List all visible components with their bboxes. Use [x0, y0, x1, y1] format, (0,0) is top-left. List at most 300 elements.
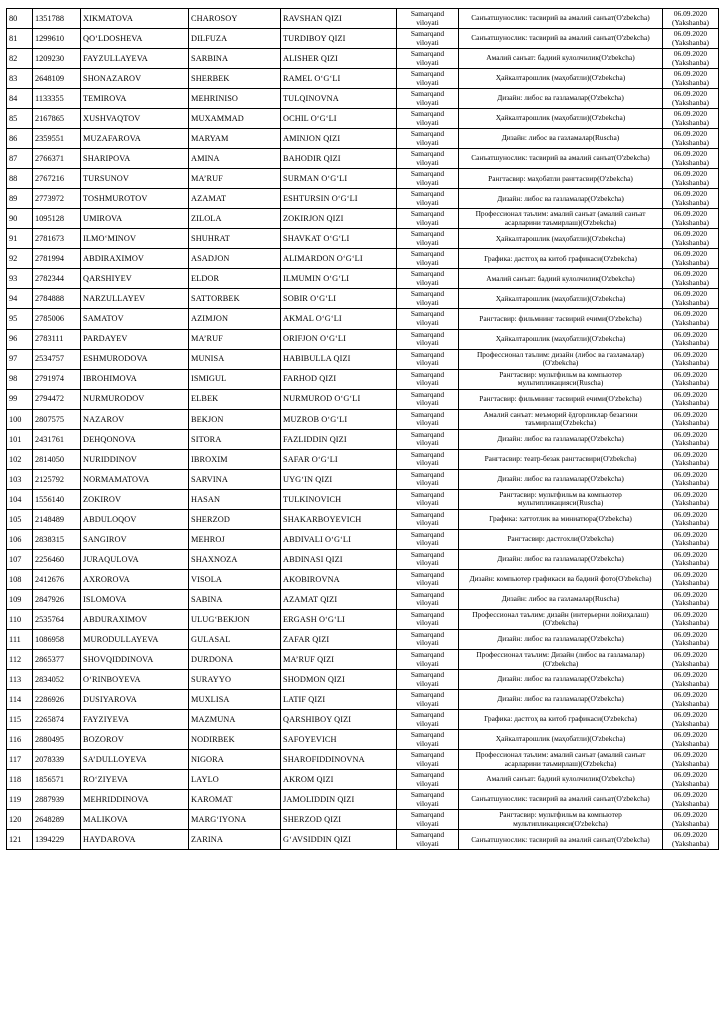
patronymic: AKROM QIZI [281, 770, 397, 790]
date-line-1: 06.09.2020 [673, 549, 708, 559]
first-name: SHUHRAT [189, 229, 281, 249]
applicant-id: 2648109 [33, 69, 81, 89]
specialty-cell: Ҳайкалтарошлик (маҳобатли)(O'zbekcha) [459, 329, 663, 349]
region-line-2: viloyati [416, 738, 439, 748]
region-line-1: Samarqand [410, 489, 445, 499]
date-line-1: 06.09.2020 [673, 429, 708, 439]
last-name: DEHQONOVA [81, 429, 189, 449]
last-name: ABDULOQOV [81, 509, 189, 529]
exam-date-cell [663, 49, 719, 69]
region-cell [397, 109, 459, 129]
specialty-cell: Ҳайкалтарошлик (маҳобатли)(O'zbekcha) [459, 730, 663, 750]
table-row [7, 429, 719, 449]
region-cell [397, 329, 459, 349]
date-line-2: (Yakshanba) [671, 678, 710, 688]
region-line-2: viloyati [416, 438, 439, 448]
applicant-id: 2781994 [33, 249, 81, 269]
region-line-1: Samarqand [410, 89, 445, 99]
specialty-cell: Профессионал таълим: дизайн (интерьерни лойиҳалаш)(O'zbekcha) [459, 609, 663, 629]
specialty-cell: Профессионал таълим: Дизайн (либос ва газламалар)(O'zbekcha) [459, 650, 663, 670]
first-name: MARYAM [189, 129, 281, 149]
region-cell [397, 650, 459, 670]
applicant-id: 2784888 [33, 289, 81, 309]
table-row [7, 830, 719, 850]
region-line-2: viloyati [416, 718, 439, 728]
row-number: 91 [7, 229, 33, 249]
first-name: SHERZOD [189, 509, 281, 529]
first-name: GULASAL [189, 629, 281, 649]
region-line-2: viloyati [416, 538, 439, 548]
region-line-1: Samarqand [410, 329, 445, 339]
exam-date-cell [663, 830, 719, 850]
specialty-cell: Санъатшунослик: тасвирий ва амалий санъат(O'zbekcha) [459, 830, 663, 850]
table-row [7, 9, 719, 29]
row-number: 114 [7, 690, 33, 710]
table-row [7, 229, 719, 249]
region-line-2: viloyati [416, 177, 439, 187]
last-name: NURMURODOV [81, 389, 189, 409]
region-cell [397, 269, 459, 289]
region-cell [397, 449, 459, 469]
patronymic: MUZROB O‘G‘LI [281, 409, 397, 429]
row-number: 110 [7, 609, 33, 629]
specialty-cell: Графика: дастгоҳ ва китоб графикаси(O'zbekcha) [459, 249, 663, 269]
first-name: SHAXNOZA [189, 549, 281, 569]
applicant-id: 1209230 [33, 49, 81, 69]
region-cell [397, 129, 459, 149]
last-name: PARDAYEV [81, 329, 189, 349]
date-line-2: (Yakshanba) [671, 217, 710, 227]
date-line-1: 06.09.2020 [673, 469, 708, 479]
date-line-1: 06.09.2020 [673, 830, 708, 840]
last-name: FAYZULLAYEVA [81, 49, 189, 69]
patronymic: LATIF QIZI [281, 690, 397, 710]
last-name: SHONAZAROV [81, 69, 189, 89]
first-name: ULUG‘BEKJON [189, 609, 281, 629]
row-number: 113 [7, 670, 33, 690]
table-row [7, 690, 719, 710]
date-line-1: 06.09.2020 [673, 790, 708, 800]
first-name: SABINA [189, 589, 281, 609]
region-line-1: Samarqand [410, 569, 445, 579]
region-line-1: Samarqand [410, 269, 445, 279]
region-cell [397, 629, 459, 649]
applicant-id: 2785006 [33, 309, 81, 329]
region-cell [397, 209, 459, 229]
applicant-id: 2265874 [33, 710, 81, 730]
date-line-1: 06.09.2020 [673, 229, 708, 239]
exam-date-cell [663, 149, 719, 169]
last-name: MUZAFAROVA [81, 129, 189, 149]
region-line-1: Samarqand [410, 389, 445, 399]
date-line-1: 06.09.2020 [673, 730, 708, 740]
region-line-1: Samarqand [410, 209, 445, 219]
last-name: ZOKIROV [81, 489, 189, 509]
applicant-id: 1351788 [33, 9, 81, 29]
date-line-2: (Yakshanba) [671, 558, 710, 568]
date-line-1: 06.09.2020 [673, 529, 708, 539]
specialty-cell: Ҳайкалтарошлик (маҳобатли)(O'zbekcha) [459, 289, 663, 309]
region-line-1: Samarqand [410, 289, 445, 299]
region-cell [397, 730, 459, 750]
row-number: 85 [7, 109, 33, 129]
applicant-id: 2880495 [33, 730, 81, 750]
applicant-id: 2648289 [33, 810, 81, 830]
region-line-1: Samarqand [410, 109, 445, 119]
last-name: JURAQULOVA [81, 549, 189, 569]
date-line-2: (Yakshanba) [671, 297, 710, 307]
region-cell [397, 589, 459, 609]
exam-date-cell [663, 309, 719, 329]
date-line-1: 06.09.2020 [673, 349, 708, 359]
row-number: 116 [7, 730, 33, 750]
table-row [7, 389, 719, 409]
exam-date-cell [663, 489, 719, 509]
applicant-id: 1556140 [33, 489, 81, 509]
row-number: 115 [7, 710, 33, 730]
table-row [7, 249, 719, 269]
row-number: 107 [7, 549, 33, 569]
specialty-cell: Дизайн: либос ва газламалар(Ruscha) [459, 589, 663, 609]
first-name: ISMIGUL [189, 369, 281, 389]
date-line-1: 06.09.2020 [673, 489, 708, 499]
region-line-1: Samarqand [410, 609, 445, 619]
date-line-2: (Yakshanba) [671, 618, 710, 628]
date-line-1: 06.09.2020 [673, 9, 708, 18]
date-line-2: (Yakshanba) [671, 177, 710, 187]
region-cell [397, 429, 459, 449]
specialty-cell: Санъатшунослик: тасвирий ва амалий санъат(O'zbekcha) [459, 29, 663, 49]
first-name: VISOLA [189, 569, 281, 589]
table-row [7, 609, 719, 629]
table-row [7, 269, 719, 289]
last-name: QO‘LDOSHEVA [81, 29, 189, 49]
region-line-1: Samarqand [410, 49, 445, 59]
first-name: ZILOLA [189, 209, 281, 229]
last-name: BOZOROV [81, 730, 189, 750]
region-cell [397, 810, 459, 830]
row-number: 119 [7, 790, 33, 810]
region-line-1: Samarqand [410, 670, 445, 680]
region-cell [397, 189, 459, 209]
specialty-cell: Рангтасвир: мультфильм ва компьютер мультипликацияси(Ruscha) [459, 369, 663, 389]
patronymic: FARHOD QIZI [281, 369, 397, 389]
specialty-cell: Рангтасвир: мультфильм ва компьютер мультипликацияси(O'zbekcha) [459, 810, 663, 830]
first-name: MUXLISA [189, 690, 281, 710]
specialty-cell: Дизайн: компьютер графикаси ва бадиий фото(O'zbekcha) [459, 569, 663, 589]
patronymic: SOBIR O‘G‘LI [281, 289, 397, 309]
last-name: TOSHMUROTOV [81, 189, 189, 209]
date-line-1: 06.09.2020 [673, 149, 708, 159]
region-line-2: viloyati [416, 237, 439, 247]
region-line-2: viloyati [416, 518, 439, 528]
specialty-cell: Санъатшунослик: тасвирий ва амалий санъат(O'zbekcha) [459, 149, 663, 169]
row-number: 105 [7, 509, 33, 529]
patronymic: SHAVKAT O‘G‘LI [281, 229, 397, 249]
table-row [7, 29, 719, 49]
date-line-2: (Yakshanba) [671, 778, 710, 788]
exam-date-cell [663, 690, 719, 710]
region-line-1: Samarqand [410, 189, 445, 199]
row-number: 84 [7, 89, 33, 109]
last-name: QARSHIYEV [81, 269, 189, 289]
patronymic: ORIFJON O‘G‘LI [281, 329, 397, 349]
region-line-2: viloyati [416, 778, 439, 788]
table-row [7, 589, 719, 609]
patronymic: ALISHER QIZI [281, 49, 397, 69]
table-row [7, 710, 719, 730]
region-cell [397, 229, 459, 249]
table-row [7, 770, 719, 790]
first-name: CHAROSOY [189, 9, 281, 29]
first-name: MARG‘IYONA [189, 810, 281, 830]
date-line-2: (Yakshanba) [671, 358, 710, 368]
exam-date-cell [663, 509, 719, 529]
region-cell [397, 670, 459, 690]
table-row [7, 209, 719, 229]
exam-date-cell [663, 469, 719, 489]
date-line-1: 06.09.2020 [673, 389, 708, 399]
patronymic: SHAROFIDDINOVNA [281, 750, 397, 770]
patronymic: SURMAN O‘G‘LI [281, 169, 397, 189]
exam-date-cell [663, 790, 719, 810]
first-name: MEHRINISO [189, 89, 281, 109]
patronymic: SHODMON QIZI [281, 670, 397, 690]
date-line-1: 06.09.2020 [673, 770, 708, 780]
first-name: AMINA [189, 149, 281, 169]
exam-date-cell [663, 770, 719, 790]
applicant-id: 1086958 [33, 629, 81, 649]
date-line-1: 06.09.2020 [673, 249, 708, 259]
table-row [7, 449, 719, 469]
date-line-1: 06.09.2020 [673, 129, 708, 139]
region-line-1: Samarqand [410, 409, 445, 419]
exam-date-cell [663, 750, 719, 770]
exam-date-cell [663, 289, 719, 309]
last-name: NAZAROV [81, 409, 189, 429]
region-line-2: viloyati [416, 277, 439, 287]
table-row [7, 369, 719, 389]
specialty-cell: Рангтасвир: маҳобатли рангтасвир(O'zbekcha) [459, 169, 663, 189]
last-name: NARZULLAYEV [81, 289, 189, 309]
region-line-1: Samarqand [410, 449, 445, 459]
exam-date-cell [663, 710, 719, 730]
applicant-id: 2412676 [33, 569, 81, 589]
date-line-1: 06.09.2020 [673, 69, 708, 79]
applicant-id: 2791974 [33, 369, 81, 389]
last-name: SA’DULLOYEVA [81, 750, 189, 770]
region-line-1: Samarqand [410, 429, 445, 439]
specialty-cell: Санъатшунослик: тасвирий ва амалий санъат(O'zbekcha) [459, 9, 663, 29]
patronymic: JAMOLIDDIN QIZI [281, 790, 397, 810]
row-number: 86 [7, 129, 33, 149]
region-cell [397, 569, 459, 589]
region-cell [397, 770, 459, 790]
exam-date-cell [663, 529, 719, 549]
date-line-1: 06.09.2020 [673, 269, 708, 279]
applicant-id: 2782344 [33, 269, 81, 289]
date-line-2: (Yakshanba) [671, 538, 710, 548]
exam-date-cell [663, 29, 719, 49]
patronymic: AMINJON QIZI [281, 129, 397, 149]
region-line-2: viloyati [416, 378, 439, 388]
patronymic: AZAMAT QIZI [281, 589, 397, 609]
specialty-cell: Дизайн: либос ва газламалар(O'zbekcha) [459, 89, 663, 109]
first-name: AZIMJON [189, 309, 281, 329]
region-line-2: viloyati [416, 478, 439, 488]
region-line-2: viloyati [416, 498, 439, 508]
exam-date-cell [663, 189, 719, 209]
region-cell [397, 750, 459, 770]
region-line-2: viloyati [416, 418, 439, 428]
specialty-cell: Ҳайкалтарошлик (маҳобатли)(O'zbekcha) [459, 69, 663, 89]
specialty-cell: Графика: дастгоҳ ва китоб графикаси(O'zbekcha) [459, 710, 663, 730]
date-line-1: 06.09.2020 [673, 189, 708, 199]
applicant-id: 2887939 [33, 790, 81, 810]
applicant-id: 1133355 [33, 89, 81, 109]
date-line-1: 06.09.2020 [673, 589, 708, 599]
patronymic: TULQINOVNA [281, 89, 397, 109]
region-cell [397, 169, 459, 189]
table-row [7, 329, 719, 349]
patronymic: G‘AVSIDDIN QIZI [281, 830, 397, 850]
region-line-2: viloyati [416, 77, 439, 87]
date-line-1: 06.09.2020 [673, 810, 708, 820]
date-line-2: (Yakshanba) [671, 418, 710, 428]
region-cell [397, 710, 459, 730]
patronymic: SHERZOD QIZI [281, 810, 397, 830]
first-name: SATTORBEK [189, 289, 281, 309]
exam-date-cell [663, 389, 719, 409]
first-name: ELDOR [189, 269, 281, 289]
specialty-cell: Профессионал таълим: амалий санъат (амалий санъат асарларини таъмирлаш)(O'zbekcha) [459, 209, 663, 229]
region-cell [397, 369, 459, 389]
region-line-2: viloyati [416, 317, 439, 327]
region-line-1: Samarqand [410, 629, 445, 639]
first-name: MUNISA [189, 349, 281, 369]
registration-table [6, 8, 719, 850]
table-row [7, 129, 719, 149]
table-row [7, 790, 719, 810]
applicant-id: 2431761 [33, 429, 81, 449]
specialty-cell: Дизайн: либос ва газламалар(O'zbekcha) [459, 549, 663, 569]
date-line-2: (Yakshanba) [671, 17, 710, 27]
date-line-2: (Yakshanba) [671, 698, 710, 708]
first-name: SARVINA [189, 469, 281, 489]
patronymic: RAVSHAN QIZI [281, 9, 397, 29]
date-line-1: 06.09.2020 [673, 309, 708, 319]
first-name: ASADJON [189, 249, 281, 269]
specialty-cell: Рангтасвир: мультфильм ва компьютер мультипликацияси(Ruscha) [459, 489, 663, 509]
row-number: 108 [7, 569, 33, 589]
region-line-1: Samarqand [410, 369, 445, 379]
patronymic: ALIMARDON O‘G‘LI [281, 249, 397, 269]
patronymic: ABDINASI QIZI [281, 549, 397, 569]
row-number: 95 [7, 309, 33, 329]
row-number: 111 [7, 629, 33, 649]
region-cell [397, 830, 459, 850]
table-row [7, 629, 719, 649]
date-line-1: 06.09.2020 [673, 89, 708, 99]
exam-date-cell [663, 650, 719, 670]
first-name: AZAMAT [189, 189, 281, 209]
applicant-id: 2847926 [33, 589, 81, 609]
region-line-2: viloyati [416, 838, 439, 848]
applicant-id: 2814050 [33, 449, 81, 469]
table-row [7, 189, 719, 209]
exam-date-cell [663, 89, 719, 109]
exam-date-cell [663, 109, 719, 129]
region-line-1: Samarqand [410, 710, 445, 720]
exam-date-cell [663, 549, 719, 569]
table-row [7, 169, 719, 189]
region-line-1: Samarqand [410, 650, 445, 659]
date-line-1: 06.09.2020 [673, 670, 708, 680]
row-number: 106 [7, 529, 33, 549]
last-name: AXROROVA [81, 569, 189, 589]
first-name: MEHROJ [189, 529, 281, 549]
row-number: 90 [7, 209, 33, 229]
row-number: 102 [7, 449, 33, 469]
date-line-1: 06.09.2020 [673, 109, 708, 119]
row-number: 81 [7, 29, 33, 49]
region-line-1: Samarqand [410, 309, 445, 319]
specialty-cell: Дизайн: либос ва газламалар(O'zbekcha) [459, 469, 663, 489]
region-line-2: viloyati [416, 297, 439, 307]
patronymic: MA’RUF QIZI [281, 650, 397, 670]
date-line-1: 06.09.2020 [673, 710, 708, 720]
first-name: SHERBEK [189, 69, 281, 89]
exam-date-cell [663, 329, 719, 349]
region-line-1: Samarqand [410, 730, 445, 740]
patronymic: SAFOYEVICH [281, 730, 397, 750]
region-cell [397, 509, 459, 529]
specialty-cell: Рангтасвир: дастгохли(O'zbekcha) [459, 529, 663, 549]
applicant-id: 2807575 [33, 409, 81, 429]
date-line-2: (Yakshanba) [671, 798, 710, 808]
first-name: NIGORA [189, 750, 281, 770]
region-line-1: Samarqand [410, 810, 445, 820]
row-number: 98 [7, 369, 33, 389]
region-line-2: viloyati [416, 257, 439, 267]
table-row [7, 49, 719, 69]
region-line-1: Samarqand [410, 149, 445, 159]
region-line-1: Samarqand [410, 549, 445, 559]
region-line-1: Samarqand [410, 9, 445, 18]
first-name: ZARINA [189, 830, 281, 850]
region-line-2: viloyati [416, 97, 439, 107]
table-row [7, 89, 719, 109]
date-line-2: (Yakshanba) [671, 257, 710, 267]
region-cell [397, 790, 459, 810]
patronymic: HABIBULLA QIZI [281, 349, 397, 369]
patronymic: RAMEL O‘G‘LI [281, 69, 397, 89]
last-name: TEMIROVA [81, 89, 189, 109]
patronymic: QARSHIBOY QIZI [281, 710, 397, 730]
applicant-id: 2767216 [33, 169, 81, 189]
row-number: 117 [7, 750, 33, 770]
specialty-cell: Рангтасвир: театр-безак рангтасвири(O'zbekcha) [459, 449, 663, 469]
applicant-id: 2781673 [33, 229, 81, 249]
region-line-1: Samarqand [410, 690, 445, 700]
applicant-id: 1856571 [33, 770, 81, 790]
applicant-id: 2148489 [33, 509, 81, 529]
exam-date-cell [663, 569, 719, 589]
date-line-2: (Yakshanba) [671, 638, 710, 648]
region-line-2: viloyati [416, 458, 439, 468]
first-name: MA’RUF [189, 169, 281, 189]
specialty-cell: Амалий санъат: бадиий кулолчилик(O'zbekcha) [459, 770, 663, 790]
